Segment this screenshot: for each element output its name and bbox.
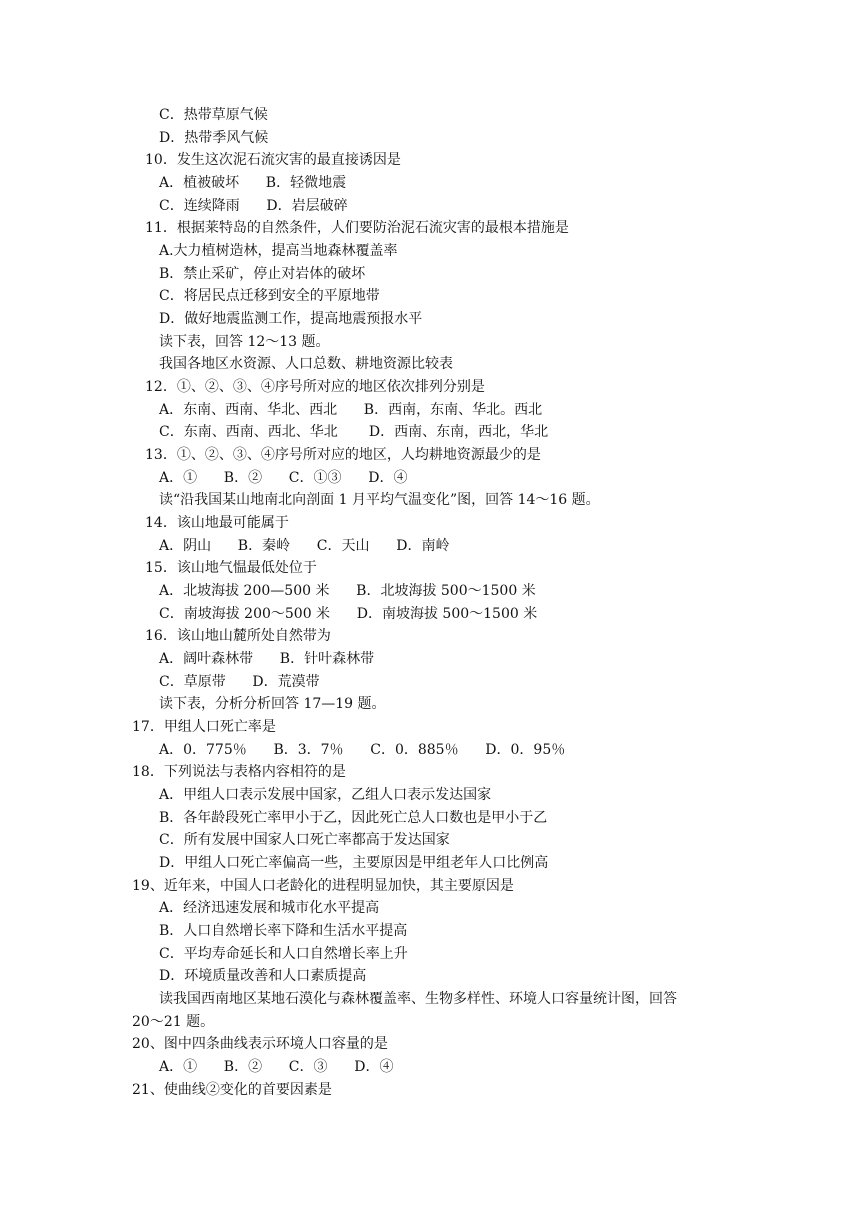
- instruction-line-cont: 20～21 题。: [132, 1014, 215, 1030]
- option-line: C．东南、西南、西北、华北 D．西南、东南，西北，华北: [159, 424, 549, 440]
- option-line: D．热带季风气候: [159, 130, 269, 146]
- option-line: D．环境质量改善和人口素质提高: [159, 968, 367, 984]
- option-line: B．各年龄段死亡率甲小于乙，因此死亡总人口数也是甲小于乙: [159, 810, 548, 826]
- question-line: 21、使曲线②变化的首要因素是: [132, 1082, 332, 1098]
- question-line: 10．发生这次泥石流灾害的最直接诱因是: [145, 152, 401, 168]
- question-line: 18．下列说法与表格内容相符的是: [132, 764, 346, 780]
- question-line: 14．该山地最可能属于: [145, 515, 289, 531]
- option-line: A．阔叶森林带 B．针叶森林带: [159, 651, 375, 667]
- option-line: A．阴山 B．秦岭 C．天山 D．南岭: [159, 538, 450, 554]
- question-line: 13．①、②、③、④序号所对应的地区，人均耕地资源最少的是: [145, 447, 541, 463]
- question-line: 20、图中四条曲线表示环境人口容量的是: [132, 1036, 388, 1052]
- instruction-line: 读“沿我国某山地南北向剖面 1 月平均气温变化”图，回答 14～16 题。: [159, 492, 600, 508]
- option-line: A．经济迅速发展和城市化水平提高: [159, 900, 380, 916]
- instruction-line: 读下表，回答 12～13 题。: [159, 334, 330, 350]
- question-line: 15．该山地气愠最低处位于: [145, 560, 317, 576]
- instruction-line: 读我国西南地区某地石漠化与森林覆盖率、生物多样性、环境人口容量统计图，回答: [159, 991, 677, 1007]
- option-line: B．禁止采矿，停止对岩体的破坏: [159, 266, 366, 282]
- question-line: 16．该山地山麓所处自然带为: [145, 628, 331, 644]
- option-line: B．人口自然增长率下降和生活水平提高: [159, 923, 408, 939]
- option-line: C．南坡海拔 200～500 米 D．南坡海拔 500～1500 米: [159, 606, 538, 622]
- option-line: C．将居民点迁移到安全的平原地带: [159, 288, 380, 304]
- option-line: C．所有发展中国家人口死亡率都高于发达国家: [159, 832, 450, 848]
- table-caption: 我国各地区水资源、人口总数、耕地资源比较表: [159, 356, 453, 372]
- option-line: A．0．775％ B．3．7％ C．0．885％ D．0．95％: [159, 742, 566, 758]
- option-line: A．东南、西南、华北、西北 B．西南，东南、华北。西北: [159, 402, 543, 418]
- question-line: 12．①、②、③、④序号所对应的地区依次排列分别是: [145, 379, 485, 395]
- option-line: C．热带草原气候: [159, 107, 268, 123]
- option-line: A．植被破坏 B．轻微地震: [159, 175, 347, 191]
- option-line: C．平均寿命延长和人口自然增长率上升: [159, 946, 408, 962]
- option-line: C．草原带 D．荒漠带: [159, 674, 320, 690]
- question-line: 19、近年来，中国人口老龄化的进程明显加快，其主要原因是: [132, 878, 514, 894]
- instruction-line: 读下表，分析分析回答 17—19 题。: [159, 696, 386, 712]
- option-line: D．做好地震监测工作，提高地震预报水平: [159, 311, 423, 327]
- option-line: C．连续降雨 D．岩层破碎: [159, 198, 348, 214]
- option-line: A.大力植树造林，提高当地森林覆盖率: [159, 243, 398, 259]
- option-line: A．北坡海拔 200—500 米 B．北坡海拔 500～1500 米: [159, 583, 536, 599]
- option-line: A．① B．② C．③ D．④: [159, 1059, 394, 1075]
- question-line: 11．根据莱特岛的自然条件，人们要防治泥石流灾害的最根本措施是: [145, 220, 569, 236]
- question-line: 17．甲组人口死亡率是: [132, 719, 276, 735]
- option-line: A．甲组人口表示发展中国家，乙组人口表示发达国家: [159, 787, 492, 803]
- option-line: D．甲组人口死亡率偏高一些，主要原因是甲组老年人口比例高: [159, 855, 549, 871]
- option-line: A．① B．② C．①③ D．④: [159, 470, 408, 486]
